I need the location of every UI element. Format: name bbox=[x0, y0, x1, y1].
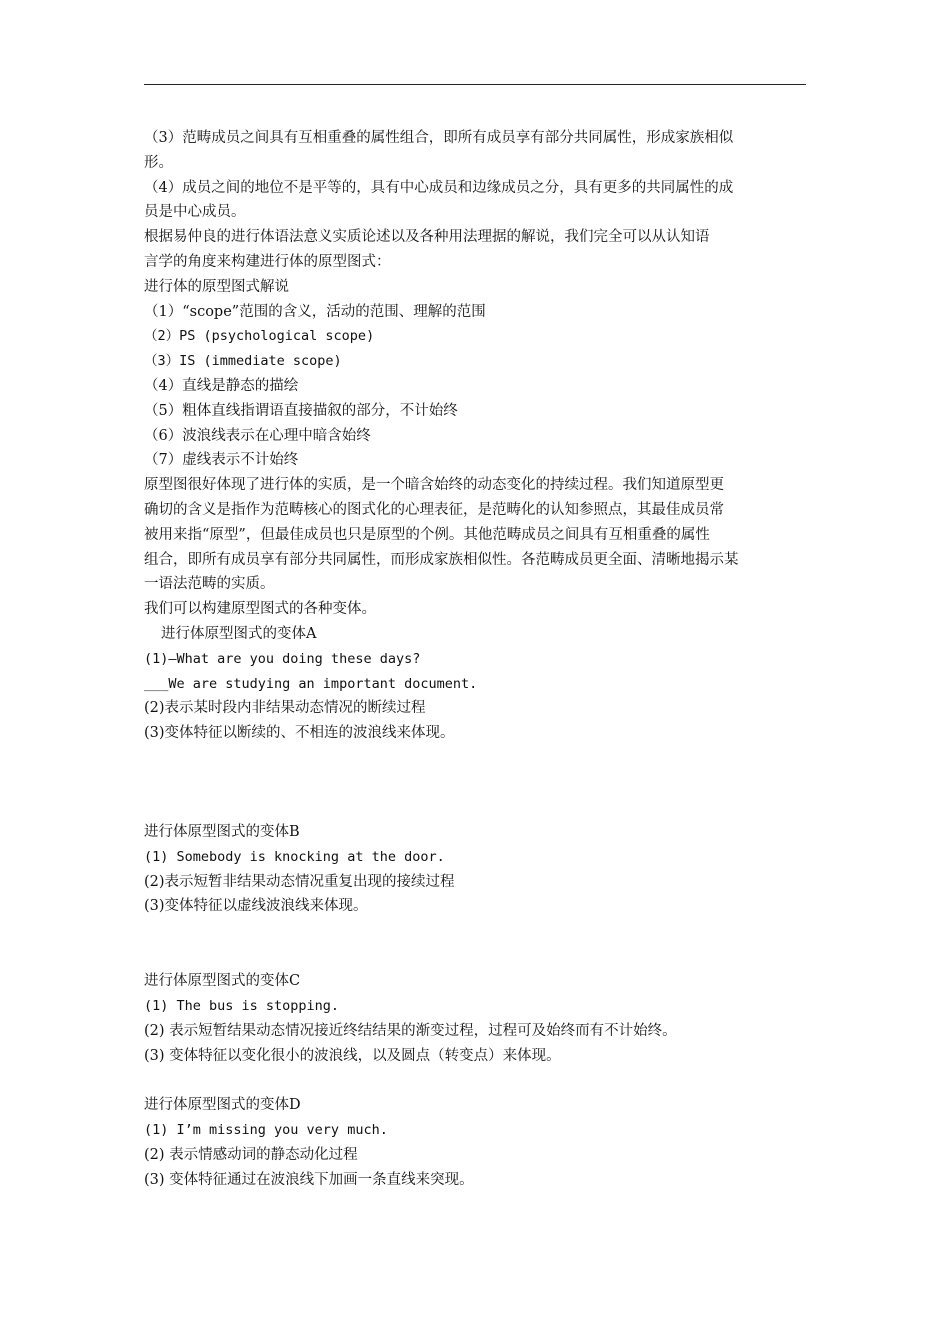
text-line: 员是中心成员。 bbox=[144, 204, 246, 221]
list-item: （5）粗体直线指谓语直接描叙的部分，不计始终 bbox=[144, 402, 458, 419]
list-item: （3）IS (immediate scope) bbox=[144, 353, 342, 370]
variant-d-heading: 进行体原型图式的变体D bbox=[144, 1097, 301, 1114]
text-line: （4）成员之间的地位不是平等的，具有中心成员和边缘成员之分，具有更多的共同属性的成 bbox=[144, 179, 734, 196]
text-line: 确切的含义是指作为范畴核心的图式化的心理表征，是范畴化的认知参照点，其最佳成员常 bbox=[144, 501, 724, 518]
text-line: 组合，即所有成员享有部分共同属性，而形成家族相似性。各范畴成员更全面、清晰地揭示某 bbox=[144, 551, 739, 568]
document-page bbox=[144, 0, 806, 1344]
variant-b-line: (3)变体特征以虚线波浪线来体现。 bbox=[144, 898, 368, 915]
variant-a-line: (1)—What are you doing these days? bbox=[144, 650, 421, 667]
list-item: （2）PS (psychological scope) bbox=[144, 328, 375, 345]
section-heading: 进行体的原型图式解说 bbox=[144, 278, 289, 295]
variant-c-line: (3) 变体特征以变化很小的波浪线，以及圆点（转变点）来体现。 bbox=[144, 1047, 561, 1064]
variant-b-line: (2)表示短暂非结果动态情况重复出现的接续过程 bbox=[144, 873, 455, 890]
header-rule bbox=[144, 84, 806, 85]
diagram-space bbox=[144, 919, 806, 969]
variant-b-heading: 进行体原型图式的变体B bbox=[144, 823, 300, 840]
text-line: 被用来指“原型”，但最佳成员也只是原型的个例。其他范畴成员之间具有互相重叠的属性 bbox=[144, 526, 710, 543]
diagram-space bbox=[144, 1068, 806, 1093]
text-line: 我们可以构建原型图式的各种变体。 bbox=[144, 601, 376, 618]
variant-d-line: (1) I’m missing you very much. bbox=[144, 1122, 388, 1139]
text-line: 言学的角度来构建进行体的原型图式： bbox=[144, 253, 391, 270]
list-item: （7）虚线表示不计始终 bbox=[144, 452, 299, 469]
list-item: （4）直线是静态的描绘 bbox=[144, 377, 299, 394]
variant-c-line: (1) The bus is stopping. bbox=[144, 997, 340, 1014]
text-line: （3）范畴成员之间具有互相重叠的属性组合，即所有成员享有部分共同属性，形成家族相似 bbox=[144, 130, 734, 146]
variant-a-line: ___We are studying an important document. bbox=[144, 675, 478, 692]
variant-a-heading: 进行体原型图式的变体A bbox=[161, 625, 317, 642]
list-item: （6）波浪线表示在心理中暗含始终 bbox=[144, 427, 371, 444]
variant-c-heading: 进行体原型图式的变体C bbox=[144, 973, 301, 990]
variant-b-line: (1) Somebody is knocking at the door. bbox=[144, 848, 445, 865]
variant-d-line: (3) 变体特征通过在波浪线下加画一条直线来突现。 bbox=[144, 1171, 474, 1188]
variant-a-line: (3)变体特征以断续的、不相连的波浪线来体现。 bbox=[144, 725, 455, 742]
text-line: 形。 bbox=[144, 154, 173, 171]
variant-c-line: (2) 表示短暂结果动态情况接近终结结果的渐变过程，过程可及始终而有不计始终。 bbox=[144, 1022, 677, 1039]
diagram-space bbox=[144, 746, 806, 820]
text-line: 原型图很好体现了进行体的实质，是一个暗含始终的动态变化的持续过程。我们知道原型更 bbox=[144, 477, 724, 494]
text-line: 一语法范畴的实质。 bbox=[144, 576, 275, 593]
variant-a-line: (2)表示某时段内非结果动态情况的断续过程 bbox=[144, 700, 426, 717]
list-item: （1）“scope”范围的含义，活动的范围、理解的范围 bbox=[144, 303, 486, 320]
variant-d-line: (2) 表示情感动词的静态动化过程 bbox=[144, 1146, 358, 1163]
document-body bbox=[144, 126, 806, 1192]
text-line: 根据易仲良的进行体语法意义实质论述以及各种用法理据的解说，我们完全可以从认知语 bbox=[144, 229, 710, 246]
